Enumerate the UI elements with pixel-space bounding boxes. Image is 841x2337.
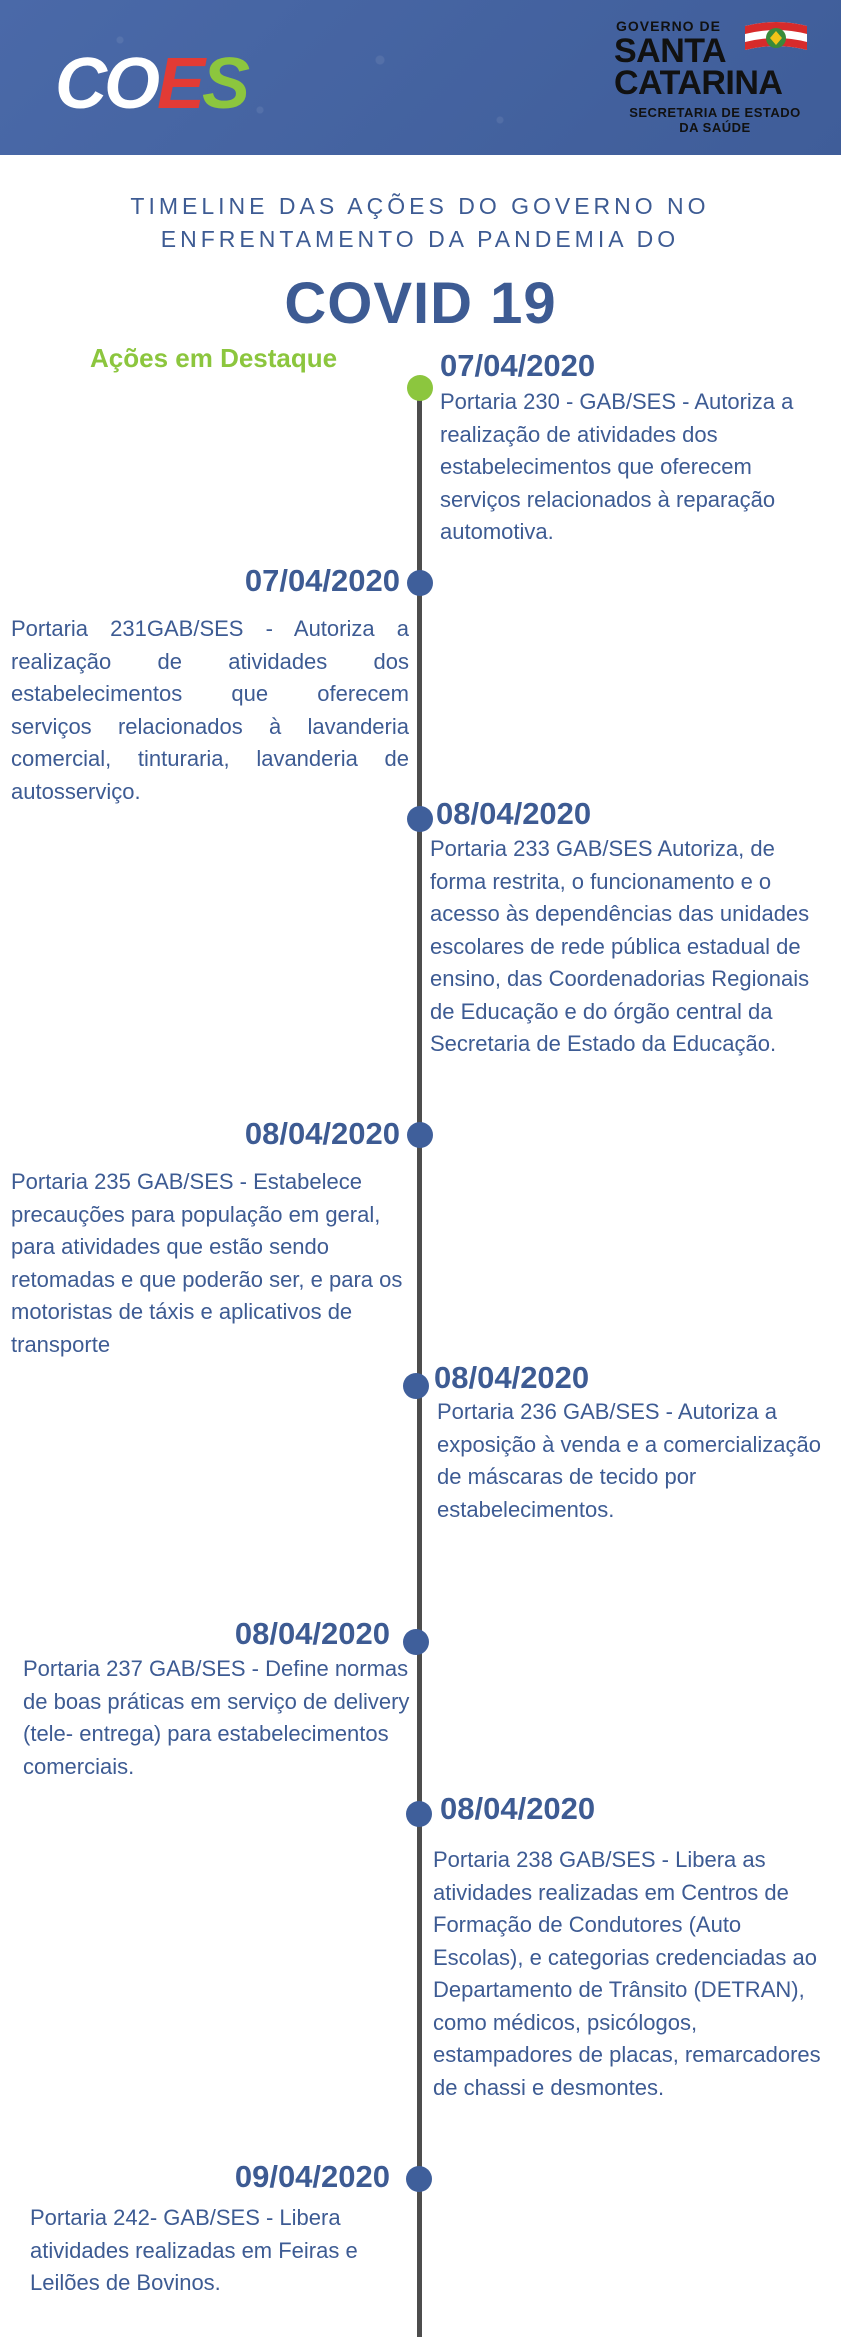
timeline-dot bbox=[406, 1801, 432, 1827]
coes-logo: COES bbox=[55, 44, 248, 124]
secretaria-label: SECRETARIA DE ESTADO DA SAÚDE bbox=[629, 105, 801, 135]
event-text: Portaria 236 GAB/SES - Autoriza a exposição à venda e a comercialização de máscaras de tecido por estabelecimentos. bbox=[437, 1399, 822, 1522]
event-date: 07/04/2020 bbox=[244, 563, 400, 598]
flag-icon bbox=[741, 20, 811, 58]
highlight-label: Ações em Destaque bbox=[90, 343, 338, 373]
timeline-dot bbox=[407, 806, 433, 832]
event-text: Portaria 235 GAB/SES - Estabelece precauções para população em geral, para atividades que estão sendo retomadas e que poderão ser, e para os motoristas de táxis e aplicativos de transporte bbox=[11, 1169, 403, 1357]
timeline-line bbox=[417, 386, 422, 2337]
timeline-dot bbox=[403, 1629, 429, 1655]
event-text: Portaria 231GAB/SES - Autoriza a realização de atividades dos estabelecimentos que oferecem serviços relacionados à lavanderia comercial, tinturaria, lavanderia de autosserviço. bbox=[11, 616, 409, 804]
event-date: 07/04/2020 bbox=[440, 348, 596, 383]
timeline-dot bbox=[407, 375, 433, 401]
timeline-dot bbox=[407, 1122, 433, 1148]
event-date: 08/04/2020 bbox=[436, 796, 592, 831]
event-text: Portaria 230 - GAB/SES - Autoriza a realização de atividades dos estabelecimentos que oferecem serviços relacionados à reparação automotiva. bbox=[440, 389, 794, 544]
page-title: TIMELINE DAS AÇÕES DO GOVERNO NO ENFRENTAMENTO DA PANDEMIA DO bbox=[130, 193, 710, 252]
santa-catarina-logo: GOVERNO DE SANTA CATARINA SECRETARIA DE ESTADO DA SAÚDE bbox=[614, 16, 824, 141]
timeline-dot bbox=[403, 1373, 429, 1399]
timeline-dot bbox=[406, 2166, 432, 2192]
event-text: Portaria 238 GAB/SES - Libera as atividades realizadas em Centros de Formação de Condutores (Auto Escolas), e categorias credenciadas ao Departamento de Trânsito (DETRAN), como médicos, psicólogos, estampadores de placas, remarcadores de chassi e desmontes. bbox=[433, 1847, 821, 2100]
event-date: 09/04/2020 bbox=[234, 2159, 390, 2194]
event-date: 08/04/2020 bbox=[440, 1791, 596, 1826]
event-text: Portaria 242- GAB/SES - Libera atividades realizadas em Feiras e Leilões de Bovinos. bbox=[30, 2205, 358, 2295]
event-date: 08/04/2020 bbox=[234, 1616, 390, 1651]
event-date: 08/04/2020 bbox=[244, 1116, 400, 1151]
timeline-dot bbox=[407, 570, 433, 596]
event-date: 08/04/2020 bbox=[434, 1360, 590, 1395]
event-text: Portaria 237 GAB/SES - Define normas de boas práticas em serviço de delivery (tele- entrega) para estabelecimentos comerciais. bbox=[23, 1656, 410, 1779]
header-banner bbox=[0, 0, 841, 155]
event-text: Portaria 233 GAB/SES Autoriza, de forma restrita, o funcionamento e o acesso às dependências das unidades escolares de rede pública estadual de ensino, das Coordenadorias Regionais de Educação e do órgão central da Secretaria de Estado da Educação. bbox=[430, 836, 810, 1056]
covid-heading: COVID 19 bbox=[284, 271, 557, 336]
